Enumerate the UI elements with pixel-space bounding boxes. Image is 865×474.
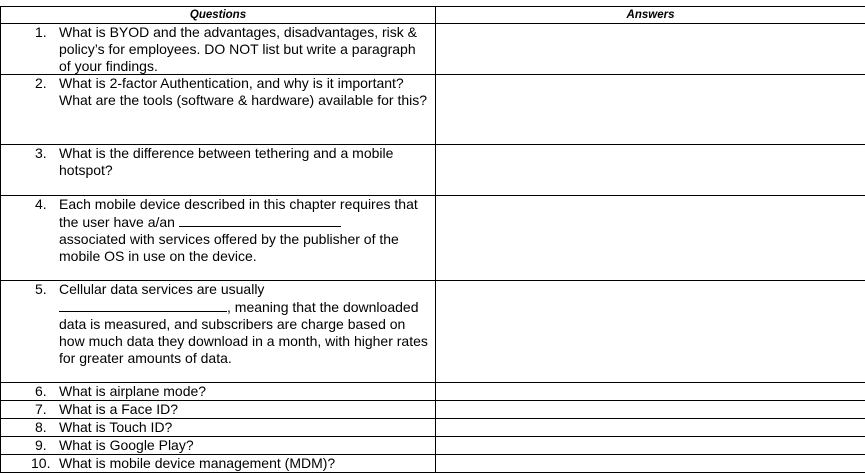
- answer-cell-5[interactable]: [436, 281, 865, 383]
- question-number-6: 6.: [35, 383, 47, 400]
- answer-cell-2[interactable]: [436, 75, 865, 145]
- question-text-6: What is airplane mode?: [59, 383, 207, 400]
- question-text-4-part2: associated with services offered by the publisher of the mobile OS in use on the device.: [59, 230, 399, 264]
- question-cell-9: [1, 437, 436, 455]
- header-row: [1, 7, 865, 24]
- answer-cell-4[interactable]: [436, 196, 865, 281]
- question-number-1: 1.: [35, 24, 47, 40]
- question-number-4: 4.: [35, 196, 47, 213]
- question-number-3: 3.: [35, 145, 47, 162]
- question-text-3: What is the difference between tethering and a mobile hotspot?: [59, 145, 394, 179]
- question-text-5-part2: , meaning that the downloaded data is measured, and subscribers are charge based on how much data they download in a month, with higher rates for greater amounts of data.: [59, 299, 428, 366]
- question-row-2: [1, 75, 865, 145]
- question-row-4: [1, 196, 865, 281]
- question-text-7: What is a Face ID?: [59, 401, 179, 418]
- question-row-5: [1, 281, 865, 383]
- question-number-8: 8.: [35, 419, 47, 436]
- question-cell-4: [1, 196, 436, 281]
- answer-cell-6[interactable]: [436, 383, 865, 401]
- question-row-1: [1, 24, 865, 75]
- question-cell-1: [1, 24, 436, 75]
- answers-header: Answers: [436, 7, 865, 24]
- question-cell-10: [1, 455, 436, 473]
- question-row-6: [1, 383, 865, 401]
- question-text-4-part1: Each mobile device described in this chapter requires that the user have a/an: [59, 196, 418, 231]
- question-row-9: [1, 437, 865, 455]
- question-cell-5: [1, 281, 436, 383]
- question-text-2: What is 2-factor Authentication, and why is it important? What are the tools (software & hardware) available for this?: [59, 75, 428, 109]
- question-text-8: What is Touch ID?: [59, 419, 173, 436]
- answer-cell-8[interactable]: [436, 419, 865, 437]
- question-text-10: What is mobile device management (MDM)?: [59, 455, 336, 472]
- fill-in-blank-4: [179, 213, 341, 227]
- answer-cell-10[interactable]: [436, 455, 865, 473]
- question-number-2: 2.: [35, 75, 47, 92]
- question-text-1: What is BYOD and the advantages, disadvantages, risk & policy’s for employees. DO NOT list but write a paragraph of your findings.: [59, 24, 417, 74]
- answer-cell-7[interactable]: [436, 401, 865, 419]
- question-cell-7: [1, 401, 436, 419]
- question-text-4: [59, 196, 435, 264]
- question-number-10: 10.: [31, 455, 51, 472]
- question-number-7: 7.: [35, 401, 47, 418]
- question-cell-6: [1, 383, 436, 401]
- question-row-3: [1, 145, 865, 196]
- answer-cell-1[interactable]: [436, 24, 865, 75]
- question-text-5: [59, 281, 435, 366]
- answer-cell-3[interactable]: [436, 145, 865, 196]
- question-row-8: [1, 419, 865, 437]
- question-number-9: 9.: [35, 437, 47, 454]
- fill-in-blank-5: [59, 298, 227, 312]
- question-cell-3: [1, 145, 436, 196]
- questions-header: Questions: [1, 7, 436, 24]
- question-row-10: [1, 455, 865, 473]
- question-text-9: What is Google Play?: [59, 437, 194, 454]
- question-number-5: 5.: [35, 281, 47, 298]
- question-row-7: [1, 401, 865, 419]
- questions-table: [0, 6, 865, 473]
- answer-cell-9[interactable]: [436, 437, 865, 455]
- question-cell-8: [1, 419, 436, 437]
- question-text-5-part1: Cellular data services are usually: [59, 281, 265, 298]
- question-cell-2: [1, 75, 436, 145]
